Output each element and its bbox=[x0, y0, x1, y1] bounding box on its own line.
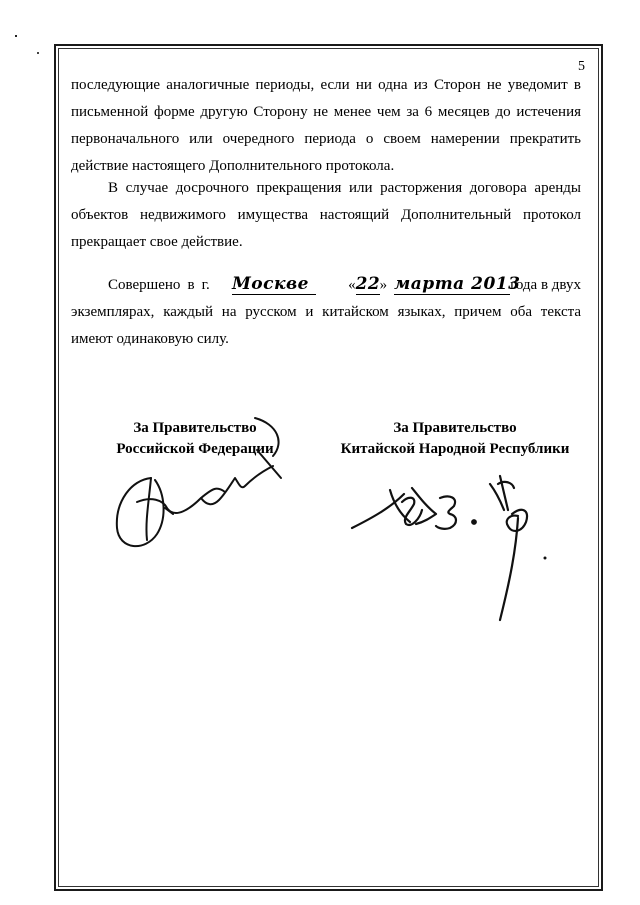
signature-china-image bbox=[350, 470, 560, 630]
signatory-line1: За Правительство bbox=[133, 420, 257, 436]
paragraph-done-at bbox=[71, 272, 581, 353]
scan-speck bbox=[37, 52, 39, 54]
handwritten-city: Москве bbox=[232, 275, 316, 295]
text-line: имеют одинаковую силу. bbox=[71, 331, 229, 347]
text-line: В случае досрочного прекращения или расторжения договора аренды bbox=[108, 180, 581, 196]
text-line: экземплярах, каждый на русском и китайском языках, причем оба текста bbox=[71, 304, 581, 320]
signature-block-china bbox=[330, 418, 580, 460]
handwritten-day: 22 bbox=[355, 274, 381, 294]
signatory-line2: Китайской Народной Республики bbox=[340, 441, 570, 457]
handwritten-month-year: марта 2013 bbox=[394, 274, 521, 294]
signatory-line1: За Правительство bbox=[393, 420, 517, 436]
text-line: письменной форме другую Сторону не менее чем за 6 месяцев до истечения bbox=[71, 104, 581, 120]
signatory-line2: Российской Федерации bbox=[116, 441, 274, 457]
close-quote: » bbox=[379, 277, 388, 293]
text-line: прекращает свое действие. bbox=[71, 234, 243, 250]
text-line: первоначального или очередного периода о своем намерении прекратить bbox=[71, 131, 581, 147]
text-line: последующие аналогичные периоды, если ни одна из Сторон не уведомит в bbox=[71, 77, 581, 93]
signature-russia-image bbox=[105, 410, 295, 560]
scan-speck bbox=[15, 35, 17, 37]
paragraph-termination bbox=[71, 175, 581, 256]
text-line: действие настоящего Дополнительного протокола. bbox=[71, 158, 395, 174]
open-quote: « bbox=[348, 277, 356, 293]
done-at-line bbox=[71, 272, 581, 299]
page-number: 5 bbox=[578, 59, 585, 74]
done-prefix: Совершено в г. bbox=[108, 277, 210, 293]
done-suffix: года в двух bbox=[510, 277, 581, 293]
paragraph-term-renewal bbox=[71, 72, 581, 180]
text-line: объектов недвижимого имущества настоящий Дополнительный протокол bbox=[71, 207, 581, 223]
